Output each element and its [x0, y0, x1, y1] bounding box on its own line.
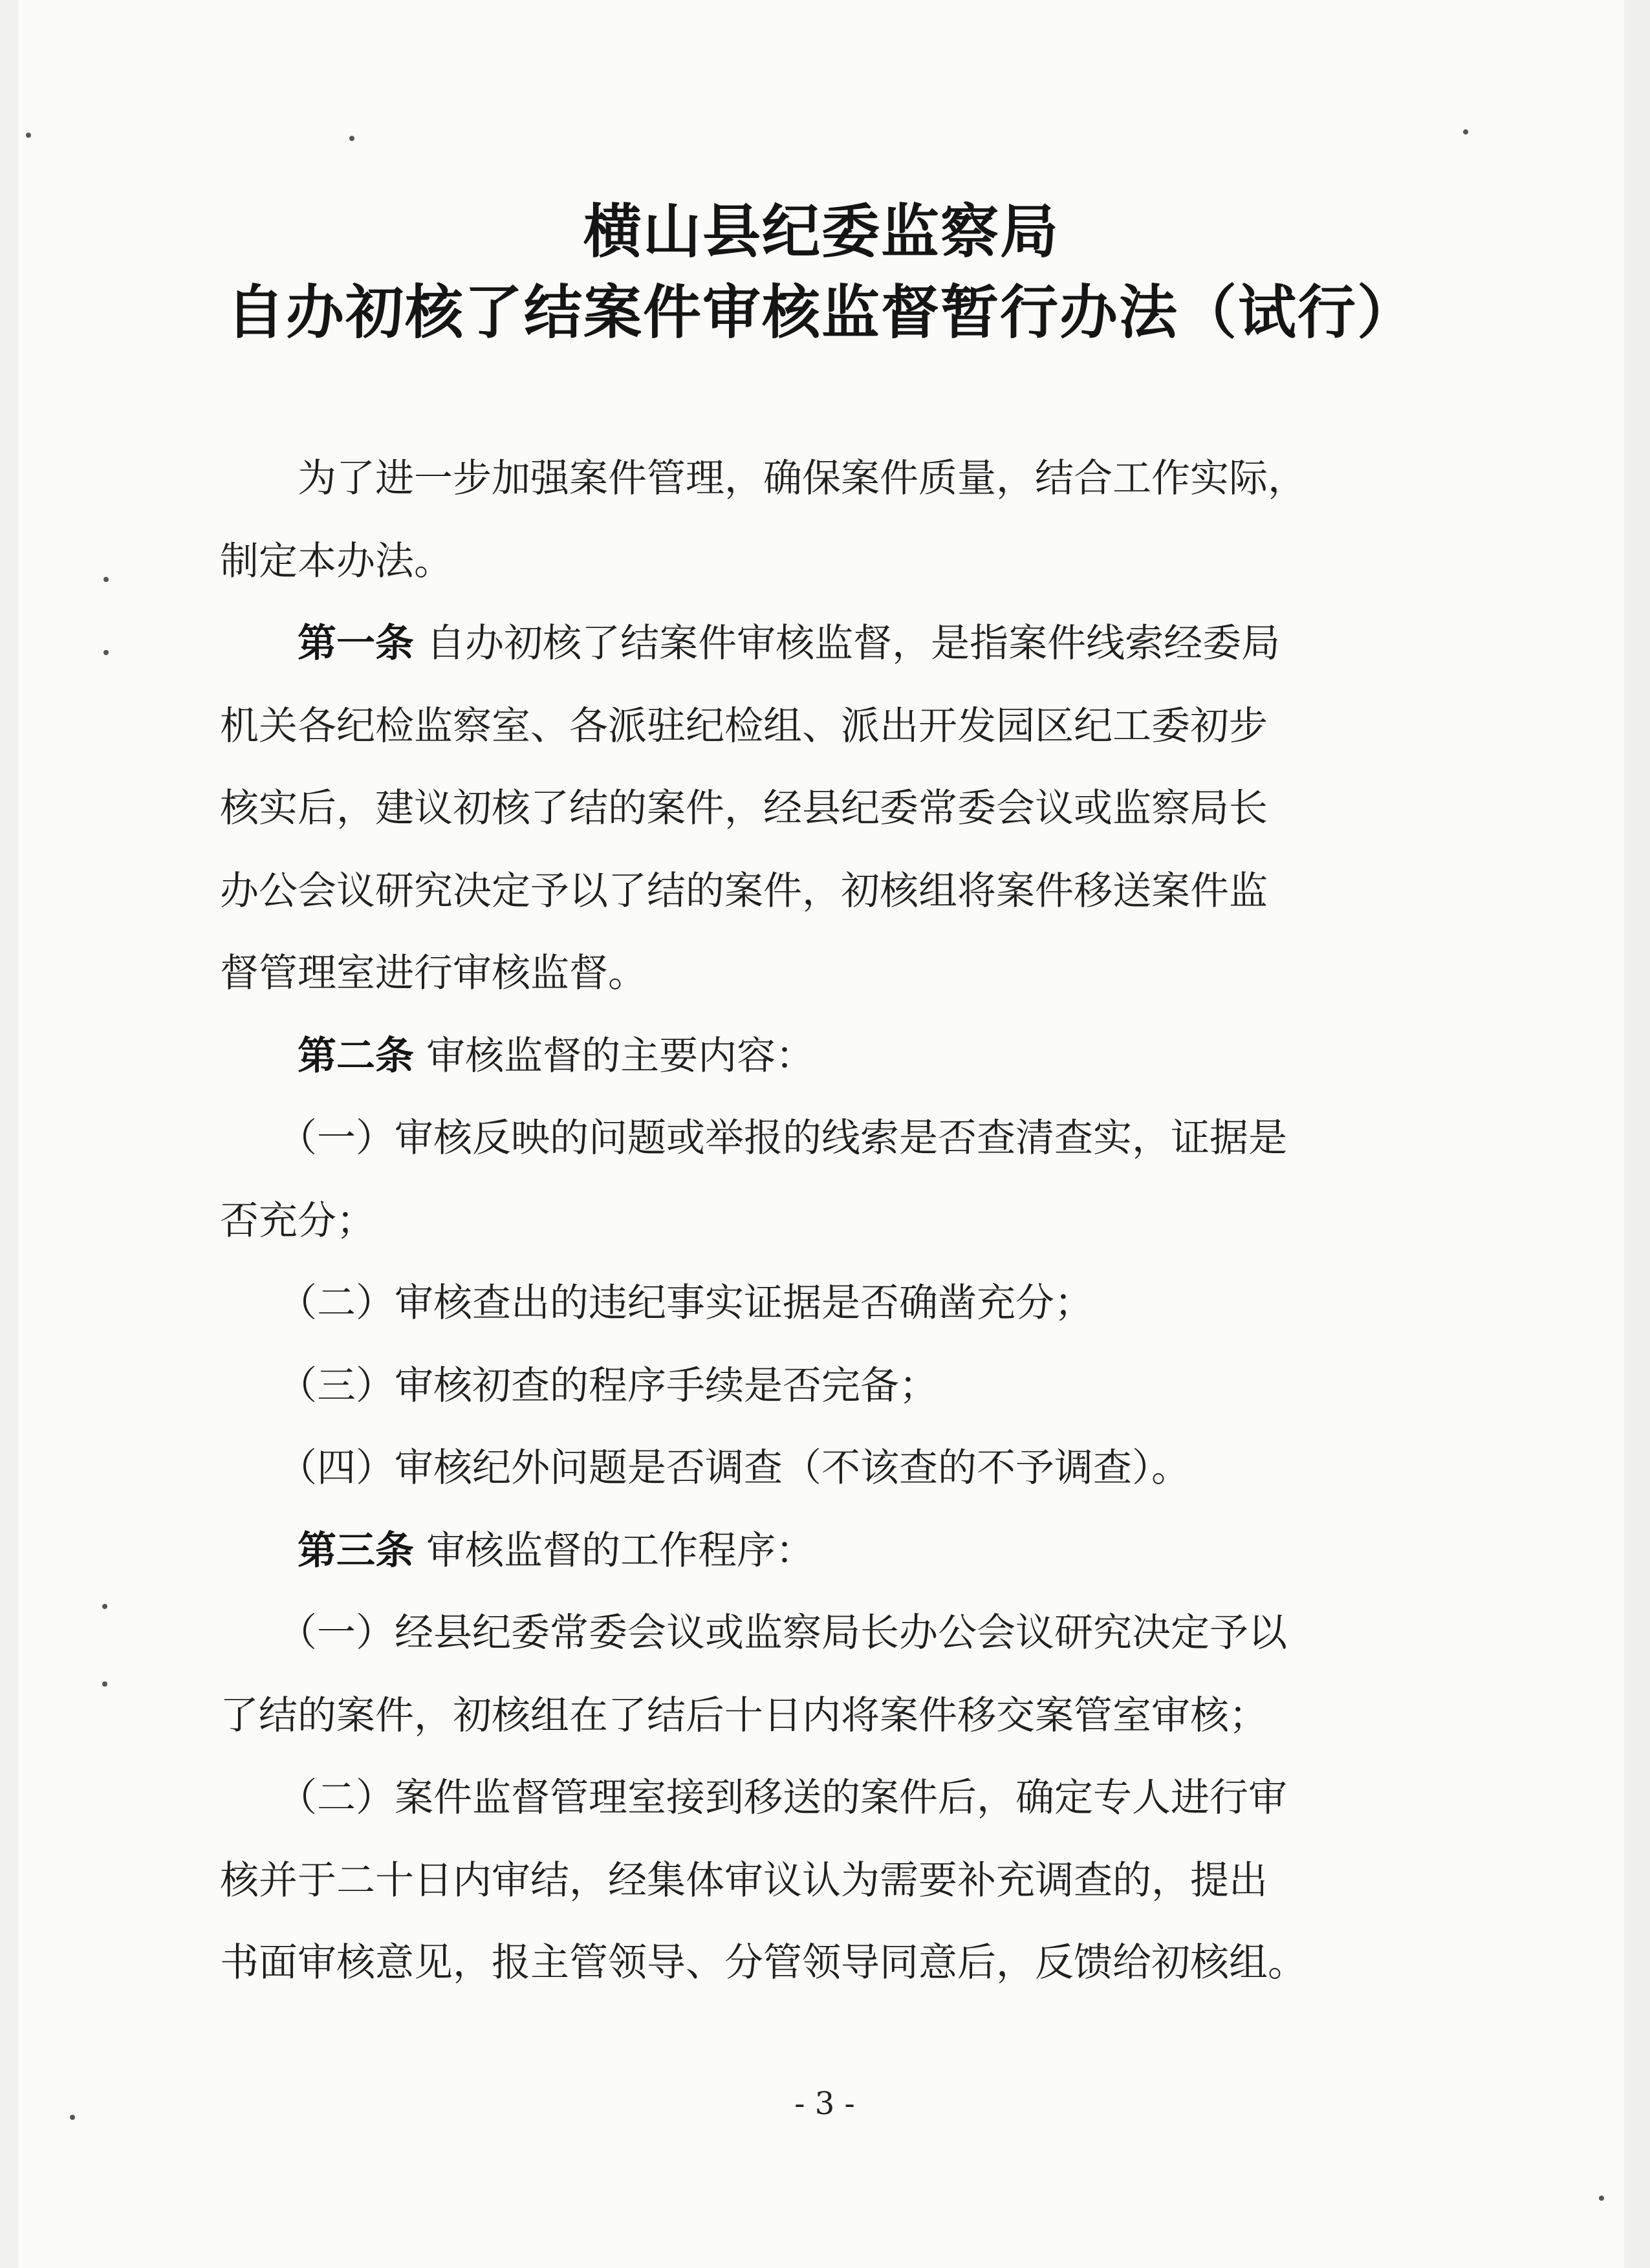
body-line-text: （二）案件监督管理室接到移送的案件后，确定专人进行审	[220, 1775, 1287, 1820]
body-line	[220, 1767, 1287, 1822]
body-line-text: （四）审核纪外问题是否调查（不该查的不予调查）。	[220, 1445, 1190, 1491]
body-line	[220, 942, 647, 998]
scan-speck	[102, 1681, 107, 1687]
scan-speck	[1463, 129, 1468, 135]
body-line	[220, 1932, 1307, 1987]
body-line	[220, 1437, 1190, 1493]
body-line	[220, 1685, 1268, 1740]
body-line	[220, 1355, 938, 1410]
body-line-text: 制定本办法。	[220, 538, 453, 584]
body-line	[220, 1025, 814, 1081]
page-number: - 3 -	[794, 2086, 855, 2122]
scan-speck	[1599, 2196, 1604, 2201]
body-line-text: （二）审核查出的违纪事实证据是否确凿充分；	[220, 1280, 1093, 1326]
body-line-text: （一）经县纪委常委会议或监察局长办公会议研究决定予以	[220, 1610, 1287, 1656]
scan-speck	[103, 650, 109, 655]
body-line	[220, 1520, 814, 1575]
body-line	[220, 1850, 1268, 1905]
document-title-line-2: 自办初核了结案件审核监督暂行办法（试行）	[226, 278, 1417, 347]
body-line	[220, 1272, 1093, 1328]
body-line	[220, 1107, 1287, 1163]
scan-speck	[102, 1604, 107, 1609]
body-line-text: 否充分；	[220, 1198, 375, 1244]
body-line-text: （一）审核反映的问题或举报的线索是否查清查实，证据是	[220, 1116, 1287, 1161]
body-line-text: 核并于二十日内审结，经集体审议认为需要补充调查的，提出	[220, 1857, 1268, 1903]
body-line-text: 办公会议研究决定予以了结的案件，初核组将案件移送案件监	[220, 868, 1268, 914]
scan-edge-right	[1624, 0, 1650, 2268]
body-line-text: 审核监督的主要内容：	[414, 1033, 815, 1079]
body-line	[220, 860, 1268, 916]
body-line	[220, 1602, 1287, 1658]
scan-speck	[70, 2115, 75, 2120]
scan-speck	[349, 136, 354, 141]
scan-speck	[103, 577, 109, 582]
body-line	[220, 1190, 375, 1246]
body-line-text: 自办初核了结案件审核监督，是指案件线索经委局	[414, 621, 1281, 666]
body-line	[220, 777, 1268, 833]
scan-speck	[26, 133, 31, 138]
document-title-line-1: 横山县纪委监察局	[583, 197, 1059, 266]
body-line	[220, 530, 453, 586]
body-line-text: 了结的案件，初核组在了结后十日内将案件移交案管室审核；	[220, 1692, 1268, 1738]
body-line-text: 书面审核意见，报主管领导、分管领导同意后，反馈给初核组。	[220, 1940, 1307, 1985]
body-line-text: 审核监督的工作程序：	[414, 1528, 815, 1573]
body-line-text: 督管理室进行审核监督。	[220, 951, 647, 996]
body-line	[220, 448, 1307, 503]
body-line-text: 机关各纪检监察室、各派驻纪检组、派出开发园区纪工委初步	[220, 703, 1268, 749]
body-line-text: 为了进一步加强案件管理，确保案件质量，结合工作实际，	[220, 456, 1307, 501]
article-label: 第二条	[298, 1033, 414, 1079]
body-line-text: （三）审核初查的程序手续是否完备；	[220, 1363, 938, 1409]
article-label: 第一条	[298, 621, 414, 666]
scan-edge-left	[0, 0, 18, 2268]
body-line	[220, 612, 1280, 668]
body-line	[220, 695, 1268, 751]
article-label: 第三条	[298, 1528, 414, 1573]
body-line-text: 核实后，建议初核了结的案件，经县纪委常委会议或监察局长	[220, 786, 1268, 831]
